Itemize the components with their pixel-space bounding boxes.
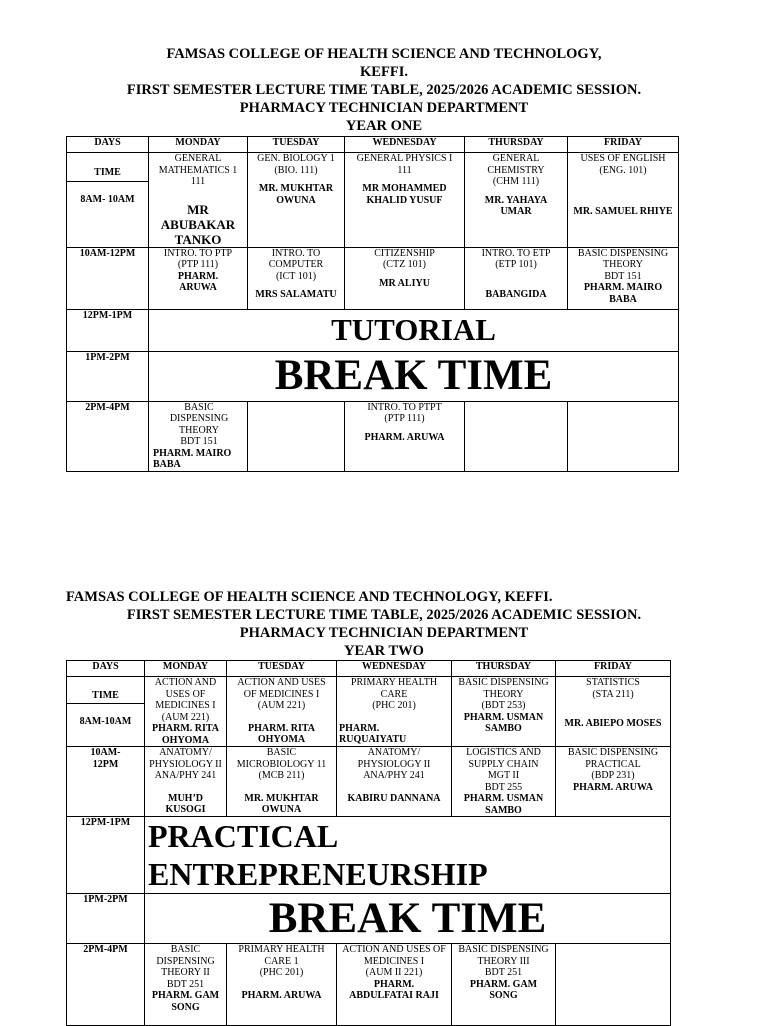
time-slot: 8AM-10AM bbox=[79, 716, 132, 727]
lecturer: MR. ABIEPO MOSES bbox=[564, 718, 662, 729]
lecturer: MR ABUBAKAR TANKO bbox=[160, 201, 236, 247]
time-slot: 10AM-12PM bbox=[67, 247, 149, 309]
year-one-header bbox=[0, 45, 768, 135]
lecturer: PHARM. ARUWA bbox=[364, 431, 445, 443]
course: BASIC DISPENSING THEORY (BDT 253) bbox=[458, 677, 549, 711]
course: BASIC DISPENSING THEORY BDT 151 bbox=[169, 401, 229, 447]
day-header: WEDNESDAY bbox=[345, 137, 465, 153]
lecturer: PHARM. MAIRO BABA bbox=[583, 282, 663, 305]
lecturer: MR. MUKHTAR OWUNA bbox=[244, 792, 319, 815]
time-slot: 12PM-1PM bbox=[67, 817, 145, 894]
lecturer: PHARM. ABDULFATAI RAJI bbox=[349, 978, 439, 1001]
lecture-cell bbox=[337, 677, 452, 747]
empty-cell bbox=[465, 401, 568, 471]
lecture-cell bbox=[227, 677, 337, 747]
time-slot: 12PM-1PM bbox=[67, 309, 149, 351]
lecturer: PHARM. RITA OHYOMA bbox=[151, 723, 220, 746]
lecture-cell bbox=[149, 247, 248, 309]
course: ACTION AND USES OF MEDICINES I (AUM 221) bbox=[237, 677, 326, 711]
course: INTRO. TO PTP (PTP 111) bbox=[163, 247, 233, 270]
lecture-cell bbox=[465, 153, 568, 248]
lecture-cell bbox=[337, 944, 452, 1026]
day-header: MONDAY bbox=[145, 661, 227, 677]
course: GENERAL CHEMISTRY (CHM 111) bbox=[487, 153, 545, 187]
lecturer: MUH’D KUSOGI bbox=[165, 792, 206, 815]
year-one-timetable bbox=[66, 136, 679, 472]
time-slot: 8AM- 10AM bbox=[80, 194, 135, 205]
lecture-cell bbox=[227, 747, 337, 817]
time-slot: 1PM-2PM bbox=[67, 351, 149, 401]
lecture-cell bbox=[568, 247, 679, 309]
department-title: PHARMACY TECHNICIAN DEPARTMENT bbox=[239, 625, 529, 641]
lecture-cell bbox=[149, 153, 248, 248]
course: BASIC DISPENSING THEORY II BDT 251 bbox=[156, 944, 215, 990]
course: GENERAL MATHEMATICS 1 111 bbox=[158, 153, 238, 187]
day-header: TUESDAY bbox=[248, 137, 345, 153]
college-location: KEFFI. bbox=[360, 64, 408, 80]
lecturer: BABANGIDA bbox=[485, 288, 547, 300]
lecture-cell bbox=[149, 401, 248, 471]
course: ANATOMY/ PHYSIOLOGY II ANA/PHY 241 bbox=[149, 747, 222, 781]
course: PRIMARY HEALTH CARE 1 (PHC 201) bbox=[238, 944, 325, 978]
time-label: TIME bbox=[67, 165, 148, 182]
course: INTRO. TO ETP (ETP 101) bbox=[481, 247, 551, 270]
lecturer: PHARM. RITA OHYOMA bbox=[247, 722, 316, 745]
lecture-cell bbox=[248, 247, 345, 309]
lecture-cell bbox=[345, 247, 465, 309]
lecture-cell bbox=[227, 944, 337, 1026]
day-header: TUESDAY bbox=[227, 661, 337, 677]
lecturer: PHARM. USMAN SAMBO bbox=[463, 711, 544, 734]
lecturer: PHARM. ARUWA bbox=[241, 989, 322, 1001]
lecturer: MR ALIYU bbox=[379, 277, 430, 289]
break-time-banner: BREAK TIME bbox=[145, 894, 671, 944]
year-two-timetable bbox=[66, 660, 671, 1026]
lecture-cell bbox=[452, 944, 556, 1026]
course: USES OF ENGLISH (ENG. 101) bbox=[580, 153, 666, 176]
empty-cell bbox=[248, 401, 345, 471]
course: BASIC DISPENSING THEORY III BDT 251 bbox=[458, 944, 549, 978]
course: STATISTICS (STA 211) bbox=[586, 677, 640, 700]
lecture-cell bbox=[556, 677, 671, 747]
lecture-cell bbox=[145, 677, 227, 747]
time-slot: 1PM-2PM bbox=[67, 894, 145, 944]
time-label: TIME bbox=[67, 689, 144, 704]
course: INTRO. TO COMPUTER (ICT 101) bbox=[268, 247, 324, 282]
lecture-cell bbox=[145, 944, 227, 1026]
lecturer: MRS SALAMATU bbox=[255, 289, 337, 300]
session-title: FIRST SEMESTER LECTURE TIME TABLE, 2025/2026 ACADEMIC SESSION. bbox=[126, 607, 642, 623]
break-time-banner: BREAK TIME bbox=[149, 351, 679, 401]
course: ACTION AND USES OF MEDICINES I (AUM 221) bbox=[154, 677, 217, 723]
lecturer: PHARM. GAM SONG bbox=[151, 990, 220, 1013]
time-column bbox=[67, 677, 145, 747]
course: CITIZENSHIP (CTZ 101) bbox=[374, 247, 435, 270]
days-label: DAYS bbox=[67, 137, 149, 153]
lecture-cell bbox=[248, 153, 345, 248]
lecturer: MR. SAMUEL RHIYE bbox=[573, 206, 673, 217]
lecture-cell bbox=[145, 747, 227, 817]
tutorial-banner: TUTORIAL bbox=[149, 309, 679, 351]
year-title: YEAR ONE bbox=[345, 118, 423, 134]
lecturer: PHARM. GAM SONG bbox=[469, 978, 538, 1001]
course: INTRO. TO PTPT (PTP 111) bbox=[367, 401, 442, 424]
lecture-cell bbox=[337, 747, 452, 817]
day-header: THURSDAY bbox=[465, 137, 568, 153]
day-header: THURSDAY bbox=[452, 661, 556, 677]
lecturer: KABIRU DANNANA bbox=[347, 792, 441, 804]
banner-line: ENTREPRENEURSHIP bbox=[148, 856, 488, 892]
days-label: DAYS bbox=[67, 661, 145, 677]
time-slot: 10AM- 12PM bbox=[67, 747, 145, 817]
lecturer: PHARM. ARUWA bbox=[573, 781, 653, 793]
time-slot: 2PM-4PM bbox=[67, 401, 149, 471]
year-title: YEAR TWO bbox=[344, 643, 424, 659]
lecturer: MR. YAHAYA UMAR bbox=[484, 194, 548, 217]
college-name: FAMSAS COLLEGE OF HEALTH SCIENCE AND TECHNOLOGY, KEFFI. bbox=[66, 589, 553, 605]
course: PRIMARY HEALTH CARE (PHC 201) bbox=[350, 677, 438, 711]
day-header: FRIDAY bbox=[556, 661, 671, 677]
lecture-cell bbox=[556, 747, 671, 817]
lecturer: PHARM. RUQUAIYATU bbox=[339, 722, 407, 745]
day-header: FRIDAY bbox=[568, 137, 679, 153]
course: LOGISTICS AND SUPPLY CHAIN MGT II BDT 255 bbox=[466, 747, 541, 793]
lecturer: PHARM. USMAN SAMBO bbox=[463, 793, 544, 816]
empty-cell bbox=[568, 401, 679, 471]
time-slot: 2PM-4PM bbox=[67, 944, 145, 1026]
course: ACTION AND USES OF MEDICINES I (AUM II 221) bbox=[342, 944, 446, 978]
course: BASIC DISPENSING THEORY BDT 151 bbox=[577, 247, 669, 282]
lecture-cell bbox=[465, 247, 568, 309]
lecture-cell bbox=[452, 747, 556, 817]
day-header: MONDAY bbox=[149, 137, 248, 153]
course: ANATOMY/ PHYSIOLOGY II ANA/PHY 241 bbox=[357, 747, 431, 781]
lecture-cell bbox=[452, 677, 556, 747]
department-title: PHARMACY TECHNICIAN DEPARTMENT bbox=[239, 100, 529, 116]
empty-cell bbox=[556, 944, 671, 1026]
course: BASIC DISPENSING PRACTICAL (BDP 231) bbox=[567, 747, 659, 781]
lecturer: MR MOHAMMED KHALID YUSUF bbox=[362, 183, 447, 206]
lecturer: PHARM. ARUWA bbox=[177, 270, 219, 293]
banner-line: PRACTICAL bbox=[148, 818, 339, 854]
lecture-cell bbox=[345, 401, 465, 471]
practical-entrepreneurship-banner bbox=[145, 817, 671, 894]
time-column bbox=[67, 153, 149, 248]
lecturer: PHARM. MAIRO BABA bbox=[153, 447, 232, 470]
course: GEN. BIOLOGY 1 (BIO. 111) bbox=[257, 153, 335, 176]
college-name: FAMSAS COLLEGE OF HEALTH SCIENCE AND TECHNOLOGY, bbox=[166, 46, 602, 62]
session-title: FIRST SEMESTER LECTURE TIME TABLE, 2025/2026 ACADEMIC SESSION. bbox=[126, 82, 642, 98]
lecturer: MR. MUKHTAR OWUNA bbox=[258, 183, 334, 206]
course: GENERAL PHYSICS I 111 bbox=[356, 153, 453, 176]
day-header: WEDNESDAY bbox=[337, 661, 452, 677]
course: BASIC MICROBIOLOGY 11 (MCB 211) bbox=[236, 747, 327, 781]
lecture-cell bbox=[345, 153, 465, 248]
lecture-cell bbox=[568, 153, 679, 248]
year-two-header bbox=[0, 588, 768, 660]
